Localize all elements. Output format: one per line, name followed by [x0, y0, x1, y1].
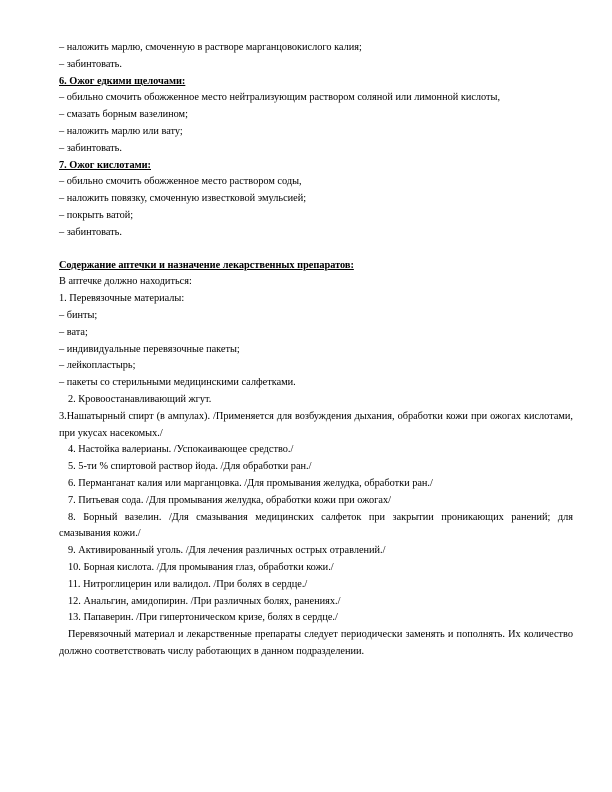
- list-item: – наложить повязку, смоченную известковой эмульсией;: [59, 193, 307, 205]
- list-item: – забинтовать.: [59, 226, 122, 238]
- kit-item-paragraph: 8. Борный вазелин. /Для смазывания медицинских салфеток при закрытии проникающих ранений; для смазывания кожи./: [59, 511, 573, 540]
- kit-item: 7. Питьевая сода. /Для промывания желудка, обработки кожи при ожогах/: [68, 494, 391, 506]
- kit-item: 10. Борная кислота. /Для промывания глаз, обработки кожи./: [68, 561, 334, 573]
- list-item: – бинты;: [59, 309, 98, 321]
- list-item: – индивидуальные перевязочные пакеты;: [59, 343, 240, 355]
- closing-paragraph: Перевязочный материал и лекарственные препараты следует периодически заменять и пополнять. Их количество должно соответствовать числу работающих в данном подразделении.: [59, 629, 573, 657]
- kit-item: 2. Кровоостанавливающий жгут.: [68, 393, 212, 405]
- document-page: [59, 40, 573, 661]
- list-item: – обильно смочить обожженное место раствором соды,: [59, 176, 302, 188]
- list-item: – забинтовать.: [59, 58, 122, 70]
- section-heading-first-aid-kit: Содержание аптечки и назначение лекарственных препаратов:: [59, 259, 354, 271]
- kit-item: 12. Анальгин, амидопирин. /При различных болях, ранениях./: [68, 595, 341, 607]
- section-heading-alkali-burn: 6. Ожог едкими щелочами:: [59, 75, 186, 87]
- list-item: – забинтовать.: [59, 142, 122, 154]
- list-item: – пакеты со стерильными медицинскими салфетками.: [59, 377, 296, 389]
- section-spacer: [59, 242, 573, 258]
- kit-item: 6. Перманганат калия или марганцовка. /Для промывания желудка, обработки ран./: [68, 477, 433, 489]
- kit-item-dressing-title: 1. Перевязочные материалы:: [59, 293, 185, 305]
- list-item: – покрыть ватой;: [59, 209, 134, 221]
- kit-item: 5. 5-ти % спиртовой раствор йода. /Для обработки ран./: [68, 461, 312, 473]
- list-item: – смазать борным вазелином;: [59, 109, 188, 121]
- kit-item: 13. Папаверин. /При гипертоническом кризе, болях в сердце./: [68, 612, 338, 624]
- list-item: – наложить марлю или вату;: [59, 125, 183, 137]
- kit-item: 11. Нитроглицерин или валидол. /При болях в сердце./: [68, 578, 308, 590]
- list-item: – обильно смочить обожженное место нейтрализующим раствором соляной или лимонной кислоты,: [59, 92, 501, 104]
- list-item: – вата;: [59, 326, 88, 338]
- kit-intro: В аптечке должно находиться:: [59, 276, 192, 288]
- list-item: – лейкопластырь;: [59, 360, 136, 372]
- kit-item: 4. Настойка валерианы. /Успокаивающее средство./: [68, 444, 294, 456]
- section-heading-acid-burn: 7. Ожог кислотами:: [59, 159, 151, 171]
- list-item: – наложить марлю, смоченную в растворе марганцовокислого калия;: [59, 42, 362, 53]
- kit-item-paragraph: 3.Нашатырный спирт (в ампулах). /Применяется для возбуждения дыхания, обработки кожи при ожогах кислотами, при укусах насекомых./: [59, 410, 573, 439]
- kit-item: 9. Активированный уголь. /Для лечения различных острых отравлений./: [68, 545, 386, 557]
